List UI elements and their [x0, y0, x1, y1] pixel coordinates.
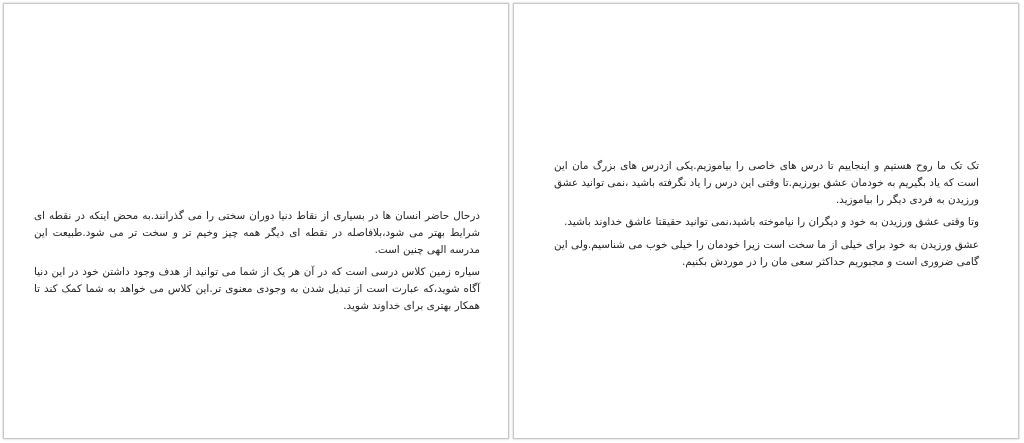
paragraph[interactable]: تک تک ما روح هستیم و اینجاییم تا درس های خاصی را بیاموزیم.یکی ازدرس های بزرگ مان این است که یاد بگیریم به خودمان عشق بورزیم.تا وقتی این درس را یاد نگرفته باشید ،نمی توانید عشق ورزیدن به فردی دیگر را بیاموزید.	[554, 160, 979, 206]
document-page-left	[3, 3, 509, 439]
document-page-right	[513, 3, 1019, 439]
paragraph[interactable]: عشق ورزیدن به خود برای خیلی از ما سخت است زیرا خودمان را خیلی خوب می شناسیم.ولی این گامی ضروری است و مجبوریم حداکثر سعی مان را در موردش بکنیم.	[554, 239, 979, 268]
page-left-text-block[interactable]	[34, 208, 480, 321]
paragraph[interactable]: سیاره زمین کلاس درسی است که در آن هر یک از شما می توانید از هدف وجود داشتن خود در این دنیا آگاه شوید،که عبارت است از تبدیل شدن به وجودی معنوی تر.این کلاس می خواهد به شما کمک کند تا همکار بهتری برای خداوند شوید.	[34, 266, 480, 312]
page-right-text-block[interactable]	[554, 158, 979, 277]
paragraph[interactable]: وتا وقتی عشق ورزیدن به خود و دیگران را نیاموخته باشید،نمی توانید حقیقتا عاشق خداوند باشید.	[564, 216, 979, 229]
paragraph[interactable]: درحال حاضر انسان ها در بسیاری از نقاط دنیا دوران سختی را می گذرانند.به محض اینکه در نقطه ای شرایط بهتر می شود،بلافاصله در نقطه ای دیگر همه چیز وخیم تر و سخت تر می شود.طبیعت این مدرسه الهی چنین است.	[34, 210, 480, 256]
